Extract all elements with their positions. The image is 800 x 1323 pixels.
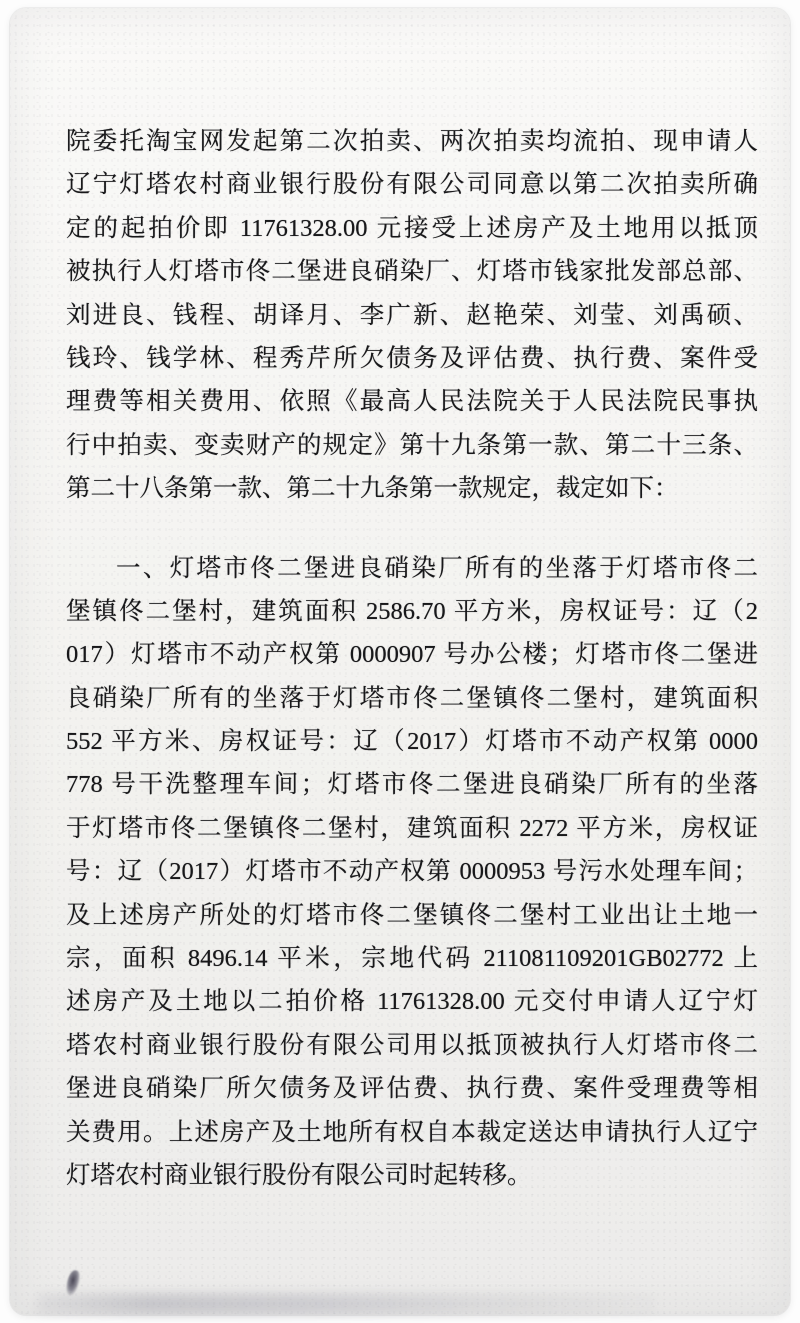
text-line: 定的起拍价即 11761328.00 元接受上述房产及土地用以抵顶 xyxy=(66,214,758,242)
text-line: 号：辽（2017）灯塔市不动产权第 0000953 号污水处理车间； xyxy=(66,858,758,886)
text-line: 良硝染厂所有的坐落于灯塔市佟二堡镇佟二堡村，建筑面积 xyxy=(66,684,758,712)
text-line: 堡进良硝染厂所欠债务及评估费、执行费、案件受理费等相 xyxy=(66,1075,758,1103)
text-line: 理费等相关费用、依照《最高人民法院关于人民法院民事执 xyxy=(66,388,758,416)
ink-smudge-mark xyxy=(64,1269,81,1297)
text-line: 宗，面积 8496.14 平米，宗地代码 211081109201GB02772 上 xyxy=(66,945,758,973)
text-line: 钱玲、钱学林、程秀芹所欠债务及评估费、执行费、案件受 xyxy=(66,344,758,372)
text-line: 关费用。上述房产及土地所有权自本裁定送达申请执行人辽宁 xyxy=(66,1118,758,1146)
text-line: 刘进良、钱程、胡译月、李广新、赵艳荣、刘莹、刘禹硕、 xyxy=(66,301,758,329)
text-line: 被执行人灯塔市佟二堡进良硝染厂、灯塔市钱家批发部总部、 xyxy=(66,258,758,286)
text-line: 堡镇佟二堡村，建筑面积 2586.70 平方米，房权证号：辽（2 xyxy=(66,597,758,625)
text-line: 辽宁灯塔农村商业银行股份有限公司同意以第二次拍卖所确 xyxy=(66,171,758,199)
text-line: 552 平方米、房权证号：辽（2017）灯塔市不动产权第 0000 xyxy=(66,728,758,756)
scan-shadow-band xyxy=(36,1294,656,1314)
text-line: 及上述房产所处的灯塔市佟二堡镇佟二堡村工业出让土地一 xyxy=(66,901,758,929)
text-line: 第二十八条第一款、第二十九条第一款规定，裁定如下： xyxy=(66,475,679,503)
document-text-column xyxy=(66,120,758,1197)
text-line: 院委托淘宝网发起第二次拍卖、两次拍卖均流拍、现申请人 xyxy=(66,128,758,155)
text-line: 于灯塔市佟二堡镇佟二堡村，建筑面积 2272 平方米，房权证 xyxy=(66,814,758,842)
text-line: 一、灯塔市佟二堡进良硝染厂所有的坐落于灯塔市佟二 xyxy=(116,554,758,582)
document-paper xyxy=(10,8,790,1315)
text-line: 灯塔农村商业银行股份有限公司时起转移。 xyxy=(66,1161,532,1189)
paragraph-ruling-item-one xyxy=(66,547,758,1198)
paragraph-auction-ruling-intro xyxy=(66,120,758,511)
text-line: 塔农村商业银行股份有限公司用以抵顶被执行人灯塔市佟二 xyxy=(66,1031,758,1059)
text-line: 017）灯塔市不动产权第 0000907 号办公楼；灯塔市佟二堡进 xyxy=(66,641,758,669)
text-line: 述房产及土地以二拍价格 11761328.00 元交付申请人辽宁灯 xyxy=(66,988,758,1016)
text-line: 778 号干洗整理车间；灯塔市佟二堡进良硝染厂所有的坐落 xyxy=(66,771,758,799)
text-line: 行中拍卖、变卖财产的规定》第十九条第一款、第二十三条、 xyxy=(66,431,758,459)
